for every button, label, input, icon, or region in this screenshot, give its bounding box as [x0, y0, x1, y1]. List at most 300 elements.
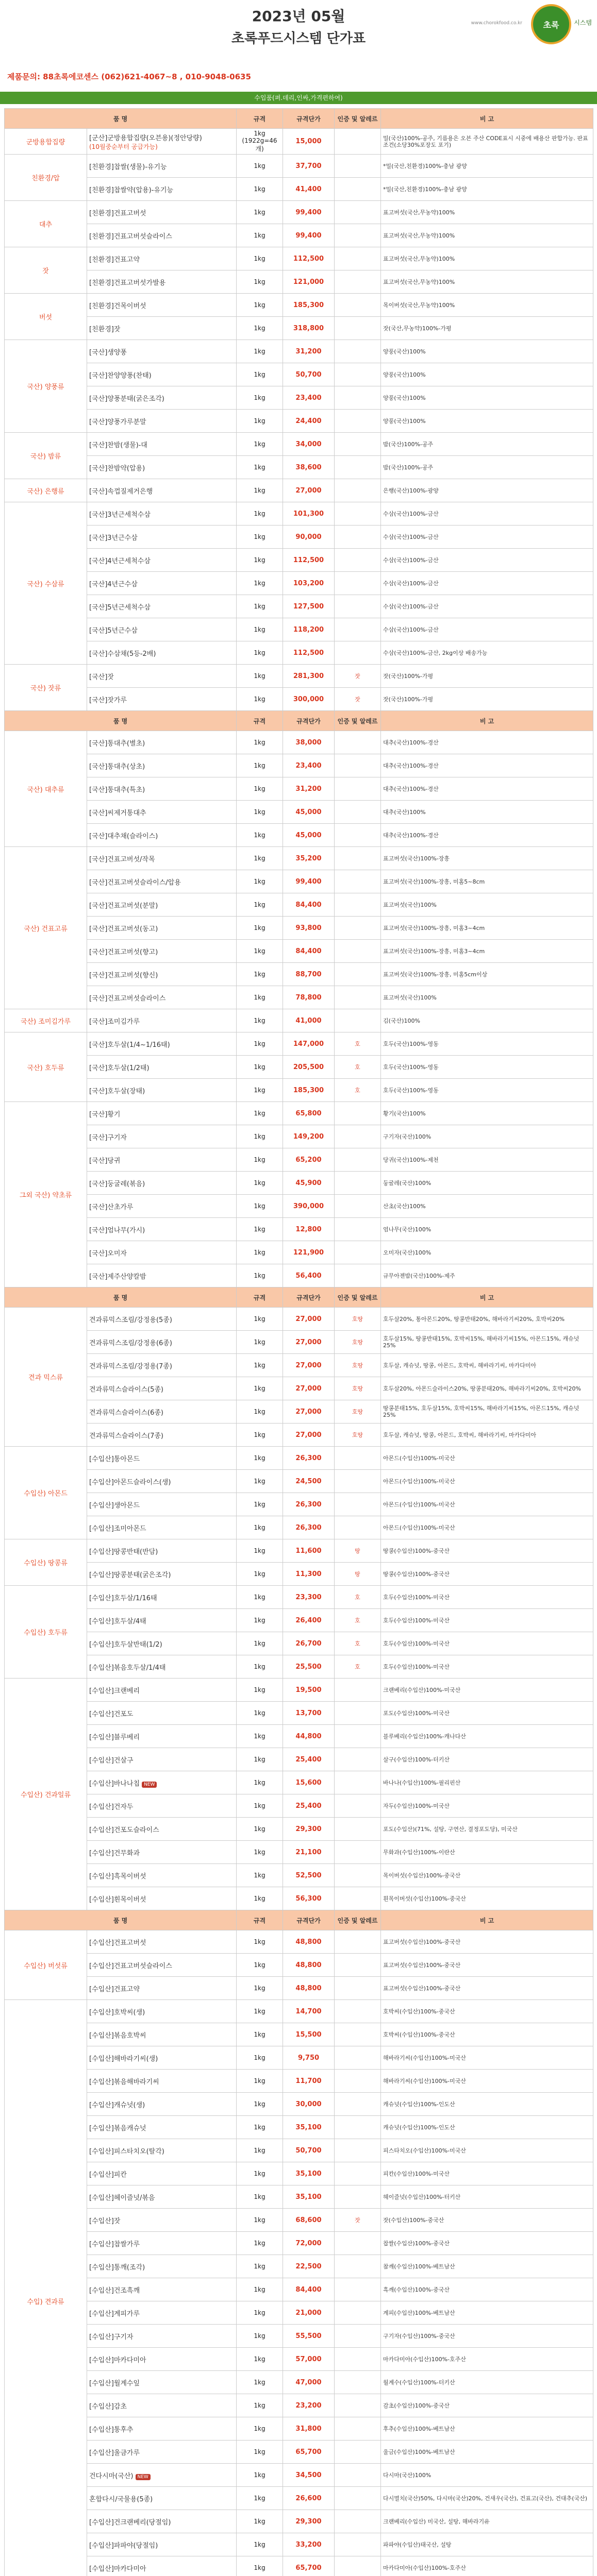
product-name: [수입산]블루베리	[89, 1733, 140, 1741]
price-cell: 101,300	[283, 502, 335, 526]
cert-cell	[335, 2070, 381, 2093]
spec-cell: 1kg	[237, 824, 283, 847]
product-name-cell	[87, 801, 237, 824]
price-cell: 33,200	[283, 2533, 335, 2556]
table-row	[5, 2209, 593, 2232]
note-cell: 김(국산)100%	[381, 1009, 593, 1032]
product-name: 견과류믹스슬라이스(6종)	[89, 1409, 163, 1417]
price-cell: 121,900	[283, 1241, 335, 1264]
cert-cell	[335, 1009, 381, 1032]
table-row	[5, 201, 593, 224]
contact-info: 제품문의: 88초록에코센스 (062)621-4067~8 , 010-9048-0635	[7, 72, 251, 81]
cert-cell	[335, 1748, 381, 1771]
product-name-cell	[87, 2278, 237, 2301]
price-cell: 30,000	[283, 2093, 335, 2116]
product-name-cell	[87, 1977, 237, 2000]
spec-cell: 1kg	[237, 1195, 283, 1218]
price-cell: 26,400	[283, 1609, 335, 1632]
table-row	[5, 2093, 593, 2116]
cert-cell	[335, 2255, 381, 2278]
table-row	[5, 363, 593, 386]
spec-cell: 1kg	[237, 1930, 283, 1954]
cert-cell	[335, 2162, 381, 2185]
table-row	[5, 1794, 593, 1818]
price-cell: 25,500	[283, 1655, 335, 1679]
product-name: [국산]건표고버섯(동고)	[89, 925, 158, 933]
note-cell: 목이버섯(국산,무농약)100%	[381, 294, 593, 317]
table-row	[5, 595, 593, 618]
note-cell: 목이버섯(수입산)100%-중국산	[381, 1864, 593, 1887]
product-name-cell	[87, 1377, 237, 1400]
note-cell: 아몬드(수입산)100%-미국산	[381, 1470, 593, 1493]
note-cell: 양풍(국산)100%	[381, 410, 593, 433]
product-name-cell	[87, 526, 237, 549]
price-cell: 27,000	[283, 1423, 335, 1447]
table-row	[5, 870, 593, 893]
product-name: [수입산]건포도슬라이스	[89, 1826, 159, 1834]
note-cell: 당귀(국산)100%-제천	[381, 1148, 593, 1172]
spec-cell: 1kg	[237, 410, 283, 433]
price-cell: 41,000	[283, 1009, 335, 1032]
table-row	[5, 456, 593, 479]
category-cell: 수입산) 버섯류	[5, 1930, 87, 2000]
price-cell: 48,800	[283, 1930, 335, 1954]
product-name: [수입산]크랜베리	[89, 1687, 140, 1695]
spec-cell: 1kg	[237, 1748, 283, 1771]
spec-cell: 1kg	[237, 1771, 283, 1794]
cert-cell	[335, 2464, 381, 2487]
note-cell: 흰목이버섯(수입산)100%-중국산	[381, 1887, 593, 1910]
product-name-cell	[87, 1423, 237, 1447]
product-name-cell	[87, 178, 237, 201]
price-cell: 38,600	[283, 456, 335, 479]
product-name-cell	[87, 1056, 237, 1079]
title-line-2: 초록푸드시스템 단가표	[231, 31, 366, 46]
cert-cell	[335, 1218, 381, 1241]
spec-cell: 1kg	[237, 870, 283, 893]
product-name-cell	[87, 1771, 237, 1794]
product-name: [친환경]건표고버섯	[89, 209, 146, 217]
product-name: [수입산]마카다미아	[89, 2356, 146, 2364]
product-name-cell	[87, 1218, 237, 1241]
table-row	[5, 940, 593, 963]
header-spec: 규격	[237, 711, 283, 731]
note-cell: 호두(수입산)100%-미국산	[381, 1586, 593, 1609]
spec-cell: 1kg	[237, 2000, 283, 2023]
note-cell: 대추(국산)100%	[381, 801, 593, 824]
spec-cell: 1kg	[237, 2464, 283, 2487]
cert-cell	[335, 1794, 381, 1818]
product-name-cell	[87, 201, 237, 224]
note-cell: 둥굴레(국산)100%	[381, 1172, 593, 1195]
spec-cell: 1kg	[237, 1264, 283, 1287]
spec-cell: 1kg	[237, 2510, 283, 2533]
product-name-cell	[87, 731, 237, 754]
cert-cell	[335, 940, 381, 963]
spec-cell: 1kg	[237, 1009, 283, 1032]
table-row	[5, 502, 593, 526]
note-cell: 피스타치오(수입산)100%-미국산	[381, 2139, 593, 2162]
cert-cell	[335, 386, 381, 410]
price-cell: 48,800	[283, 1954, 335, 1977]
product-name-cell	[87, 2232, 237, 2255]
category-cell: 군방용합집량	[5, 129, 87, 155]
header-spec: 규격	[237, 1910, 283, 1930]
spec-cell: 1kg	[237, 1354, 283, 1377]
product-name-cell	[87, 688, 237, 711]
product-name: [수입산]생아몬드	[89, 1501, 140, 1510]
cert-cell	[335, 2301, 381, 2325]
product-name: [국산]호두살(1/2태)	[89, 1064, 150, 1072]
table-row	[5, 1954, 593, 1977]
product-name: [수입산]파파야(당절임)	[89, 2541, 158, 2550]
price-cell: 121,000	[283, 270, 335, 294]
cert-cell	[335, 1954, 381, 1977]
price-cell: 52,500	[283, 1864, 335, 1887]
product-name: [수입산]호두살반태(1/2)	[89, 1640, 162, 1649]
product-name-cell	[87, 1308, 237, 1331]
category-cell: 국산) 밤류	[5, 433, 87, 479]
category-cell: 국산) 양풍류	[5, 340, 87, 433]
product-name-cell	[87, 2162, 237, 2185]
price-cell: 37,700	[283, 155, 335, 178]
price-cell: 185,300	[283, 1079, 335, 1102]
cert-cell	[335, 1841, 381, 1864]
cert-cell	[335, 1125, 381, 1148]
table-row	[5, 2255, 593, 2278]
cert-cell	[335, 1679, 381, 1702]
cert-cell: 호	[335, 1655, 381, 1679]
cert-cell	[335, 870, 381, 893]
note-cell: 잣(수입산)100%-중국산	[381, 2209, 593, 2232]
price-cell: 78,800	[283, 986, 335, 1009]
table-row	[5, 1032, 593, 1056]
cert-cell	[335, 247, 381, 270]
cert-cell	[335, 641, 381, 665]
spec-cell: 1kg	[237, 479, 283, 502]
note-cell: 표고버섯(국산)100%	[381, 893, 593, 917]
cert-cell: 땅	[335, 1563, 381, 1586]
price-cell: 26,300	[283, 1516, 335, 1539]
table-row	[5, 2162, 593, 2185]
category-cell: 대추	[5, 201, 87, 247]
cert-cell	[335, 1930, 381, 1954]
note-cell: 수삼(국산)100%-금산	[381, 618, 593, 641]
spec-cell: 1kg	[237, 2093, 283, 2116]
product-name-cell	[87, 641, 237, 665]
cert-cell	[335, 410, 381, 433]
cert-cell	[335, 1818, 381, 1841]
table-row	[5, 2139, 593, 2162]
table-row	[5, 1725, 593, 1748]
product-name: [국산]잣가루	[89, 696, 127, 704]
price-cell: 56,300	[283, 1887, 335, 1910]
table-row	[5, 155, 593, 178]
product-name-cell	[87, 2139, 237, 2162]
price-cell: 55,500	[283, 2325, 335, 2348]
product-name: [국산]건표고버섯슬라이스/압용	[89, 878, 181, 887]
product-name: [친환경]찹쌀(생물)-유기능	[89, 163, 167, 171]
cert-cell	[335, 1977, 381, 2000]
note-cell: 표고버섯(국산,무농약)100%	[381, 224, 593, 247]
cert-cell	[335, 2487, 381, 2510]
cert-cell	[335, 1493, 381, 1516]
note-cell: 표고버섯(국산)100%	[381, 986, 593, 1009]
price-cell: 27,000	[283, 1308, 335, 1331]
product-name-cell	[87, 1331, 237, 1354]
product-name: [친환경]건표고약	[89, 256, 140, 264]
price-cell: 23,400	[283, 754, 335, 777]
note-cell: 대추(국산)100%-경산	[381, 731, 593, 754]
note-cell: 잣(국산,무농약)100%-가평	[381, 317, 593, 340]
table-row	[5, 247, 593, 270]
product-name-cell	[87, 1679, 237, 1702]
table-row	[5, 1195, 593, 1218]
table-row	[5, 1470, 593, 1493]
price-cell: 300,000	[283, 688, 335, 711]
cert-cell: 호땅	[335, 1308, 381, 1331]
spec-cell: 1kg	[237, 1609, 283, 1632]
note-cell: 표고버섯(국산)100%-장흥, 미홈3~4cm	[381, 917, 593, 940]
product-name-cell	[87, 870, 237, 893]
price-cell: 281,300	[283, 665, 335, 688]
product-name: [국산]찬밤약(압용)	[89, 464, 145, 472]
product-name-cell	[87, 129, 237, 155]
table-row	[5, 2023, 593, 2046]
header-price: 규격단가	[283, 1287, 335, 1308]
table-row	[5, 410, 593, 433]
spec-cell: 1kg	[237, 2185, 283, 2209]
spec-cell: 1kg	[237, 549, 283, 572]
cert-cell	[335, 433, 381, 456]
price-cell: 11,700	[283, 2070, 335, 2093]
table-row	[5, 2533, 593, 2556]
spec-cell: 1kg	[237, 1308, 283, 1331]
product-name-cell	[87, 479, 237, 502]
product-name: [국산]속껍질제거은행	[89, 487, 153, 496]
cert-cell	[335, 986, 381, 1009]
product-name-cell	[87, 1609, 237, 1632]
product-name: [수입산]마카다미아	[89, 2565, 146, 2573]
price-cell: 26,600	[283, 2487, 335, 2510]
table-row	[5, 1148, 593, 1172]
product-name-cell	[87, 824, 237, 847]
product-name: [수입산]건포도	[89, 1710, 134, 1718]
header-cert: 인증 및 알레르	[335, 1287, 381, 1308]
note-cell: 표고버섯(국산)100%-장흥, 미홈5~8cm	[381, 870, 593, 893]
spec-cell: 1kg	[237, 1079, 283, 1102]
product-name: [수입산]월계수잎	[89, 2379, 140, 2387]
note-cell: 다시마(국산)100%	[381, 2464, 593, 2487]
page-title	[0, 5, 597, 47]
cert-cell	[335, 1516, 381, 1539]
product-name-cell	[87, 1148, 237, 1172]
table-row	[5, 294, 593, 317]
product-name: [수입산]건무화과	[89, 1849, 140, 1857]
note-cell: 울금(수입산)100%-베트남산	[381, 2441, 593, 2464]
product-name-cell	[87, 665, 237, 688]
product-name-cell	[87, 1400, 237, 1423]
price-cell: 25,400	[283, 1748, 335, 1771]
price-cell: 390,000	[283, 1195, 335, 1218]
product-name: [국산]3년근세척수삼	[89, 511, 151, 519]
cert-cell: 잣	[335, 688, 381, 711]
table-row	[5, 824, 593, 847]
product-name-cell	[87, 2348, 237, 2371]
spec-cell: 1kg	[237, 1679, 283, 1702]
price-cell: 45,900	[283, 1172, 335, 1195]
spec-cell: 1kg	[237, 2278, 283, 2301]
note-cell: 표고버섯(국산)100%-장흥	[381, 847, 593, 870]
note-cell: 땅콩(수입산)100%-중국산	[381, 1563, 593, 1586]
note-cell: 엄나무(국산)100%	[381, 1218, 593, 1241]
table-row	[5, 1539, 593, 1563]
product-name-cell	[87, 1447, 237, 1470]
note-cell: 호두살, 캐슈넛, 땅콩, 아몬드, 호박씨, 해바라기씨, 마카다미아	[381, 1423, 593, 1447]
price-cell: 35,200	[283, 847, 335, 870]
price-cell: 84,400	[283, 940, 335, 963]
product-name-cell	[87, 2046, 237, 2070]
table-row	[5, 1079, 593, 1102]
price-cell: 90,000	[283, 526, 335, 549]
price-cell: 34,000	[283, 433, 335, 456]
price-cell: 72,000	[283, 2232, 335, 2255]
product-name-cell	[87, 549, 237, 572]
cert-cell: 호	[335, 1056, 381, 1079]
note-cell: 호두(국산)100%-영동	[381, 1079, 593, 1102]
product-name-cell	[87, 1079, 237, 1102]
price-cell: 9,750	[283, 2046, 335, 2070]
note-cell: 호두(수입산)100%-미국산	[381, 1655, 593, 1679]
product-name-cell	[87, 1632, 237, 1655]
spec-cell: 1kg	[237, 1447, 283, 1470]
product-name-cell	[87, 1887, 237, 1910]
product-name: [국산]건표고버섯/작목	[89, 855, 155, 863]
spec-cell: 1kg	[237, 155, 283, 178]
category-cell: 국산) 수삼류	[5, 502, 87, 665]
spec-cell: 1kg	[237, 1586, 283, 1609]
cert-cell	[335, 824, 381, 847]
table-row	[5, 1308, 593, 1331]
product-name: 건다시마(국산)	[89, 2472, 134, 2480]
header-name: 품 명	[5, 711, 237, 731]
product-name: [국산]3년근수삼	[89, 534, 138, 542]
note-cell: 아몬드(수입산)100%-미국산	[381, 1493, 593, 1516]
product-name: [국산]둥굴레(볶음)	[89, 1180, 145, 1188]
product-name: [수입산]해바라기씨(생)	[89, 2055, 158, 2063]
note-cell: 감초(수입산)100%-중국산	[381, 2394, 593, 2417]
product-name-cell	[87, 963, 237, 986]
note-cell: 대추(국산)100%-경산	[381, 777, 593, 801]
product-name: [수입산]건표고버섯슬라이스	[89, 1962, 172, 1970]
price-cell: 26,700	[283, 1632, 335, 1655]
product-name-cell	[87, 986, 237, 1009]
price-cell: 45,000	[283, 801, 335, 824]
cert-cell: 호땅	[335, 1354, 381, 1377]
price-cell: 14,700	[283, 2000, 335, 2023]
product-subnote: (10월중순부터 공급가능)	[89, 143, 158, 150]
category-cell: 수입) 견과류	[5, 2000, 87, 2576]
product-name: [수입산]헤이즐넛/볶음	[89, 2194, 155, 2202]
cert-cell	[335, 1470, 381, 1493]
product-name-cell	[87, 595, 237, 618]
product-name-cell	[87, 1748, 237, 1771]
cert-cell	[335, 2510, 381, 2533]
spec-cell: 1kg	[237, 201, 283, 224]
header-cert: 인증 및 알레르	[335, 109, 381, 129]
product-name-cell	[87, 1841, 237, 1864]
price-cell: 21,100	[283, 1841, 335, 1864]
spec-cell: 1kg	[237, 1493, 283, 1516]
cert-cell	[335, 963, 381, 986]
note-cell: 오미자(국산)100%	[381, 1241, 593, 1264]
spec-cell: 1kg	[237, 777, 283, 801]
table-row	[5, 688, 593, 711]
cert-cell	[335, 2278, 381, 2301]
product-name: [수입산]호두살/1/16태	[89, 1594, 157, 1602]
spec-cell: 1kg	[237, 340, 283, 363]
header-price: 규격단가	[283, 711, 335, 731]
spec-cell: 1kg	[237, 665, 283, 688]
table-row	[5, 2348, 593, 2371]
table-row	[5, 1354, 593, 1377]
note-cell: 파파야(수입산)태국산, 설탕	[381, 2533, 593, 2556]
note-cell: 무화과(수입산)100%-이란산	[381, 1841, 593, 1864]
product-name-cell	[87, 1125, 237, 1148]
table-row	[5, 340, 593, 363]
table-row	[5, 2487, 593, 2510]
title-line-1: 2023년 05월	[252, 8, 345, 25]
category-cell: 국산) 건표고류	[5, 847, 87, 1009]
table-row	[5, 178, 593, 201]
note-cell: 수삼(국산)100%-금산, 2kg이상 배송가능	[381, 641, 593, 665]
product-name: [수입산]볶음호박씨	[89, 2031, 146, 2040]
spec-cell: 1kg	[237, 294, 283, 317]
product-name: [국산]찬양양풍(찬태)	[89, 371, 152, 380]
spec-cell: 1kg	[237, 847, 283, 870]
spec-cell: 1kg	[237, 317, 283, 340]
cert-cell: 호땅	[335, 1331, 381, 1354]
product-name: [수입산]건자두	[89, 1803, 134, 1811]
note-cell: 대추(국산)100%-경산	[381, 754, 593, 777]
table-row	[5, 1377, 593, 1400]
product-name: [친환경]건표고버섯슬라이스	[89, 232, 172, 241]
table-row	[5, 1125, 593, 1148]
table-row	[5, 2325, 593, 2348]
table-row	[5, 1977, 593, 2000]
spec-cell: 1kg	[237, 641, 283, 665]
spec-cell: 1kg	[237, 986, 283, 1009]
note-cell: 포도(수입산)(71%, 설탕, 구연산, 결정포도당), 미국산	[381, 1818, 593, 1841]
table-row	[5, 1864, 593, 1887]
table-row	[5, 1563, 593, 1586]
product-name: [국산]건표고버섯슬라이스	[89, 994, 166, 1003]
product-name-cell	[87, 294, 237, 317]
price-cell: 23,200	[283, 2394, 335, 2417]
logo-side-text: 시스템	[574, 19, 592, 26]
product-name-cell	[87, 224, 237, 247]
spec-cell: 1kg	[237, 2209, 283, 2232]
cert-cell	[335, 1771, 381, 1794]
company-logo: 초록	[531, 4, 571, 44]
logo-tagline: www.chorokfood.co.kr	[471, 21, 522, 26]
spec-cell: 1kg	[237, 1470, 283, 1493]
note-cell: 호두(국산)100%-영동	[381, 1032, 593, 1056]
table-row	[5, 2394, 593, 2417]
product-name: [수입산]구기자	[89, 2333, 134, 2341]
spec-cell: 1kg	[237, 2441, 283, 2464]
price-cell: 48,800	[283, 1977, 335, 2000]
